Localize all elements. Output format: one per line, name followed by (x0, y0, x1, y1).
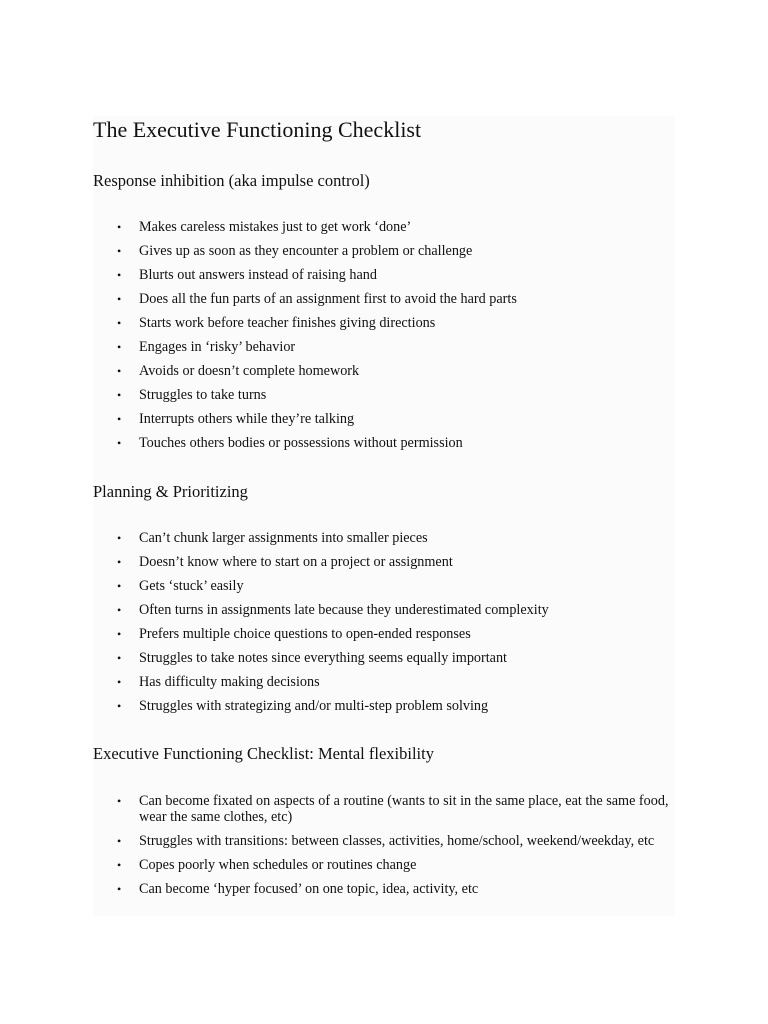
list-item: • Has difficulty making decisions (117, 674, 320, 690)
bullet-icon: • (117, 603, 122, 617)
list-item: • Copes poorly when schedules or routines change (117, 857, 417, 873)
bullet-icon: • (117, 834, 122, 848)
bullet-icon: • (117, 244, 122, 258)
section-list-response-inhibition (93, 219, 675, 459)
bullet-icon: • (117, 579, 122, 593)
list-item: • Can’t chunk larger assignments into smaller pieces (117, 530, 428, 546)
list-item: • Struggles to take turns (117, 387, 267, 403)
bullet-icon: • (117, 882, 122, 896)
list-item: • Blurts out answers instead of raising hand (117, 267, 377, 283)
bullet-icon: • (117, 555, 122, 569)
list-item: • Engages in ‘risky’ behavior (117, 339, 296, 355)
list-item: • Prefers multiple choice questions to open-ended responses (117, 626, 471, 642)
list-item: • Touches others bodies or possessions without permission (117, 435, 463, 451)
bullet-icon: • (117, 364, 122, 378)
section-list-planning-prioritizing (93, 530, 675, 722)
bullet-icon: • (117, 412, 122, 426)
list-item: • Gives up as soon as they encounter a problem or challenge (117, 243, 473, 259)
bullet-icon: • (117, 436, 122, 450)
list-item: • Starts work before teacher finishes giving directions (117, 315, 436, 331)
bullet-icon: • (117, 316, 122, 330)
bullet-icon: • (117, 699, 122, 713)
bullet-icon: • (117, 340, 122, 354)
bullet-icon: • (117, 794, 122, 808)
document-title: The Executive Functioning Checklist (93, 117, 422, 142)
section-heading-planning-prioritizing: Planning & Prioritizing (93, 482, 248, 501)
bullet-icon: • (117, 627, 122, 641)
list-item: • Can become ‘hyper focused’ on one topic, idea, activity, etc (117, 881, 479, 897)
document-page (93, 116, 675, 916)
bullet-icon: • (117, 268, 122, 282)
list-item: • Struggles with transitions: between classes, activities, home/school, weekend/weekday, etc (117, 833, 655, 849)
bullet-icon: • (117, 531, 122, 545)
list-item: • Makes careless mistakes just to get work ‘done’ (117, 219, 412, 235)
section-heading-mental-flexibility: Executive Functioning Checklist: Mental flexibility (93, 744, 434, 763)
bullet-icon: • (117, 388, 122, 402)
list-item: • Struggles to take notes since everything seems equally important (117, 650, 508, 666)
bullet-icon: • (117, 651, 122, 665)
bullet-icon: • (117, 220, 122, 234)
list-item: • Interrupts others while they’re talking (117, 411, 355, 427)
list-item: • Does all the fun parts of an assignment first to avoid the hard parts (117, 291, 517, 307)
section-list-mental-flexibility (93, 793, 675, 905)
bullet-icon: • (117, 675, 122, 689)
list-item: • Avoids or doesn’t complete homework (117, 363, 360, 379)
bullet-icon: • (117, 292, 122, 306)
list-item: • Gets ‘stuck’ easily (117, 578, 244, 594)
list-item: • Struggles with strategizing and/or multi-step problem solving (117, 698, 489, 714)
list-item: • Can become fixated on aspects of a routine (wants to sit in the same place, eat the same food, wear the same clothes, etc) (117, 793, 669, 825)
section-heading-response-inhibition: Response inhibition (aka impulse control) (93, 171, 370, 190)
list-item: • Doesn’t know where to start on a project or assignment (117, 554, 453, 570)
list-item: • Often turns in assignments late because they underestimated complexity (117, 602, 549, 618)
bullet-icon: • (117, 858, 122, 872)
